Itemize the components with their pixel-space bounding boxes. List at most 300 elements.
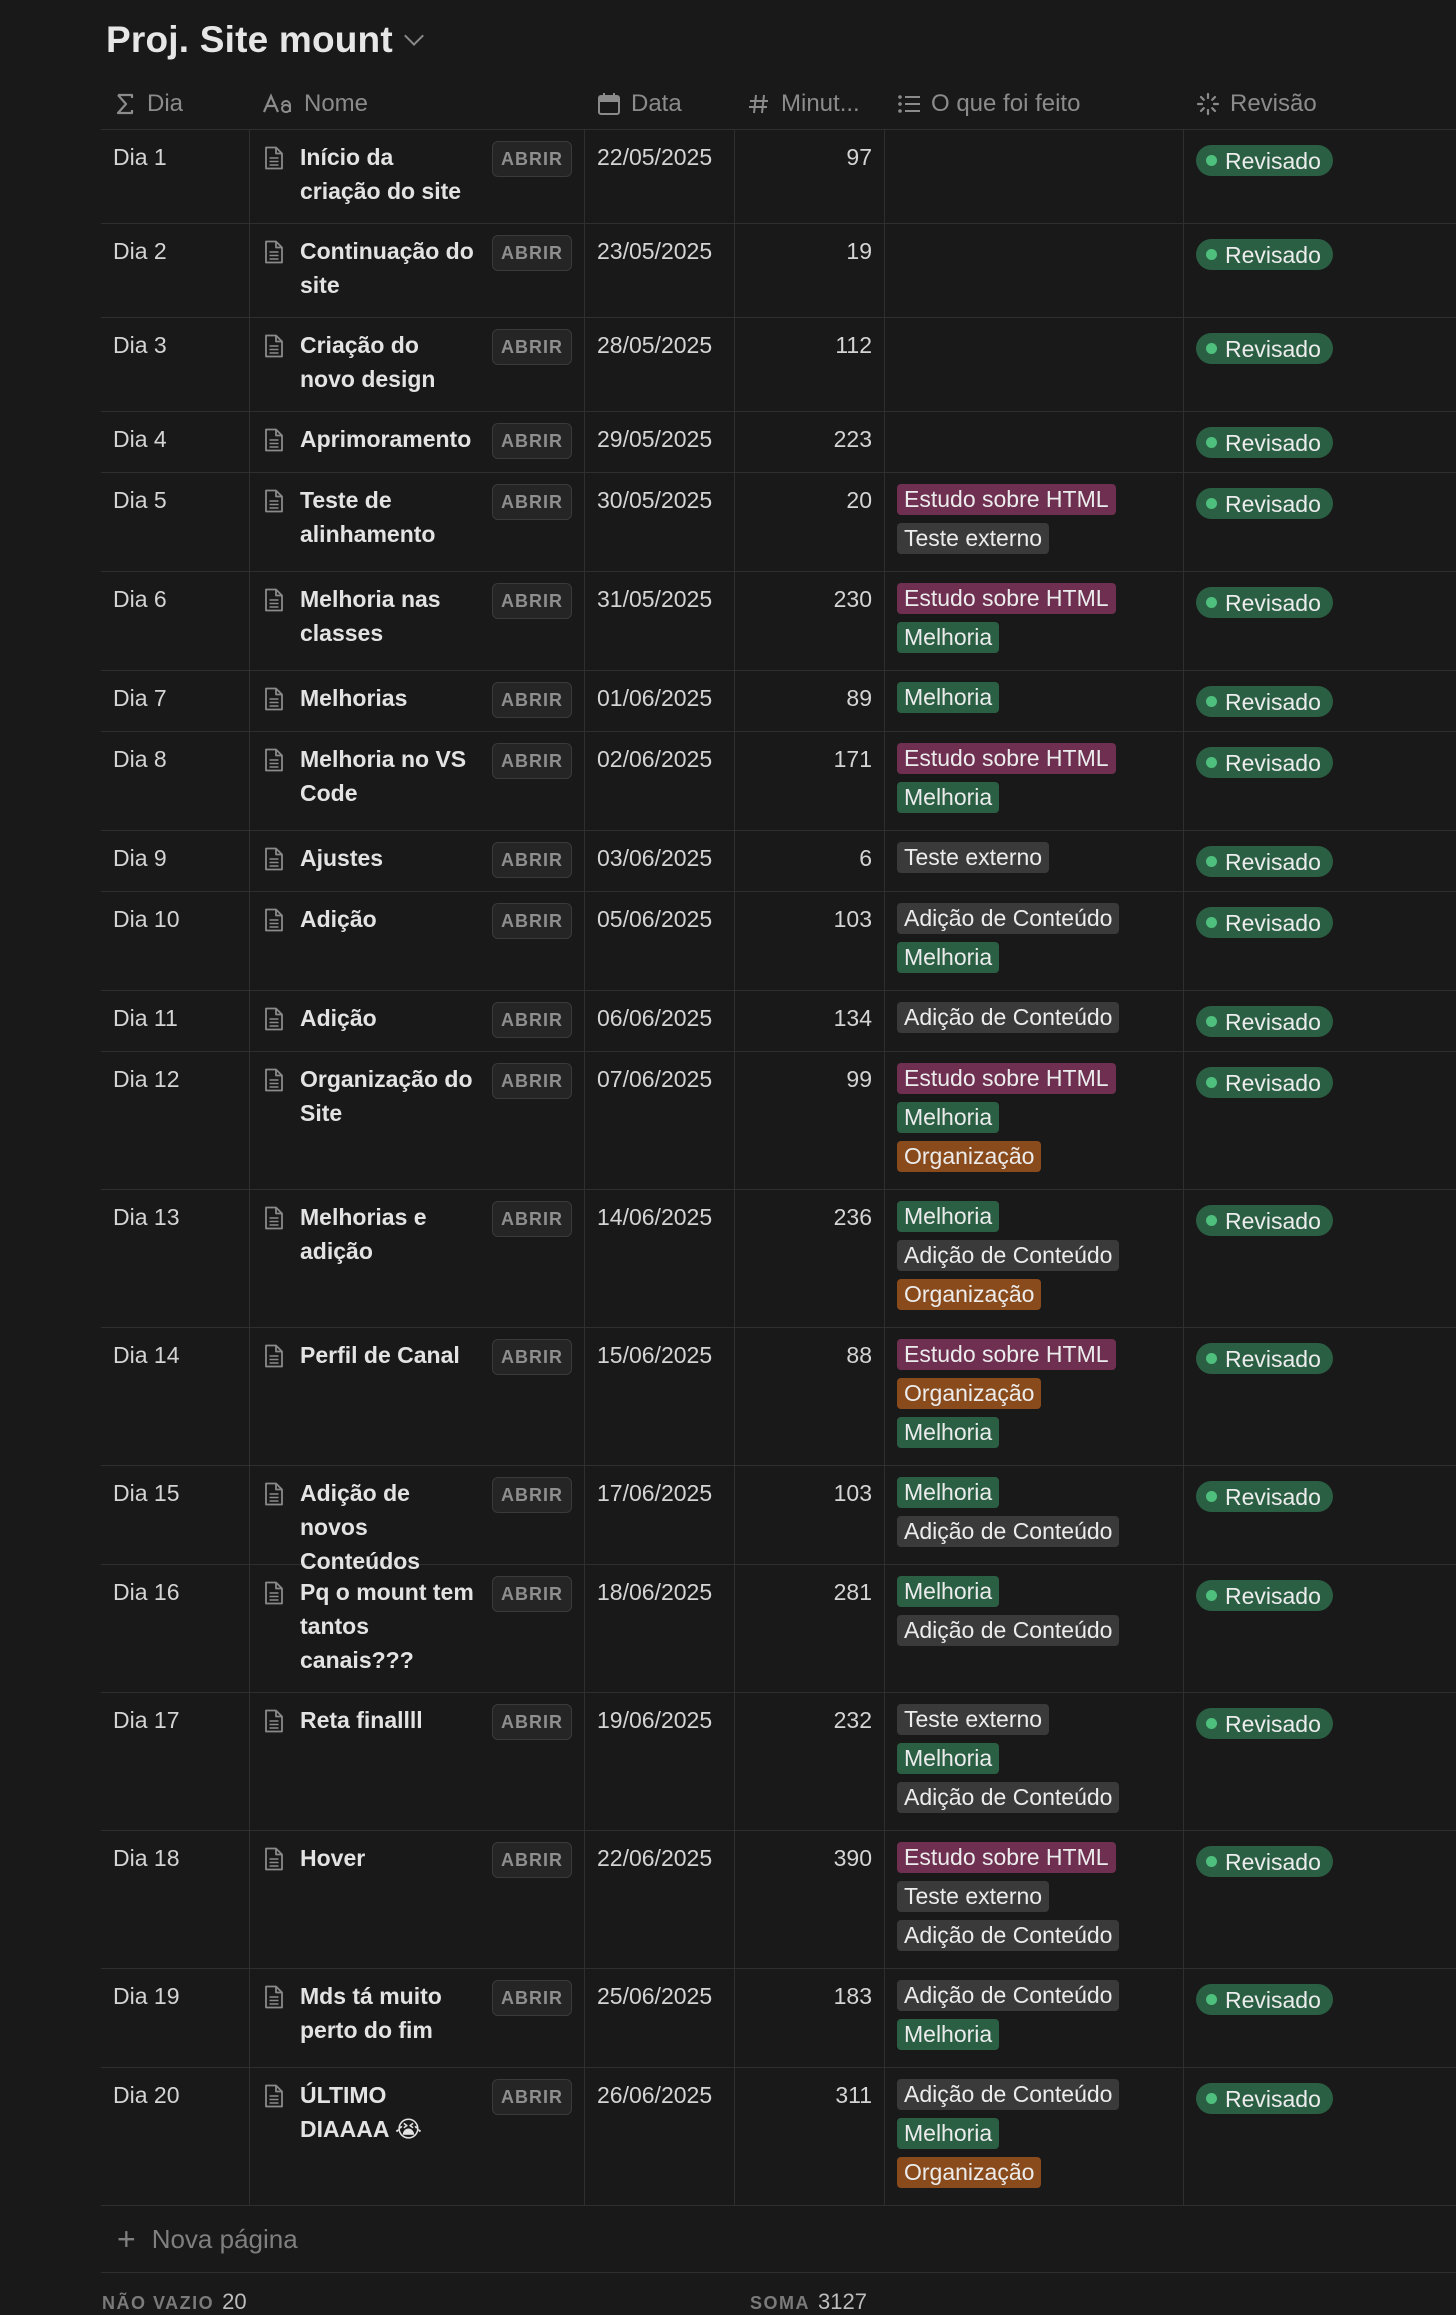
cell-revisao[interactable] (1184, 1969, 1456, 2067)
page-name[interactable]: Melhorias (300, 685, 408, 711)
document-icon (264, 1067, 284, 1091)
status-dot-icon (1206, 856, 1217, 867)
document-icon (264, 1006, 284, 1030)
table-row[interactable] (101, 991, 1456, 1052)
status-label: Revisado (1225, 1207, 1321, 1234)
cell-data[interactable]: 22/06/2025 (585, 1831, 735, 1968)
cell-dia[interactable]: Dia 3 (101, 318, 250, 411)
column-header-feito[interactable] (885, 78, 1184, 129)
table-row[interactable] (101, 1969, 1456, 2068)
cell-feito[interactable] (885, 473, 1184, 571)
cell-feito[interactable] (885, 1466, 1184, 1564)
cell-feito[interactable] (885, 1969, 1184, 2067)
cell-data[interactable]: 02/06/2025 (585, 732, 735, 830)
page-name[interactable]: Adição (300, 906, 377, 932)
list-icon (897, 92, 921, 116)
status-dot-icon (1206, 437, 1217, 448)
open-button[interactable]: ABRIR (492, 903, 572, 939)
page-name[interactable]: Adição de novos Conteúdos (300, 1480, 421, 1574)
cell-revisao[interactable] (1184, 732, 1456, 830)
sigma-icon (113, 92, 137, 116)
cell-feito[interactable] (885, 572, 1184, 670)
table-row[interactable] (101, 473, 1456, 572)
table-row[interactable] (101, 1052, 1456, 1190)
status-label: Revisado (1225, 749, 1321, 776)
cell-minutos[interactable]: 97 (735, 130, 885, 223)
column-header-data[interactable] (585, 78, 735, 129)
cell-minutos[interactable]: 390 (735, 1831, 885, 1968)
cell-nome[interactable] (250, 130, 585, 223)
cell-dia[interactable]: Dia 13 (101, 1190, 250, 1327)
cell-data[interactable]: 29/05/2025 (585, 412, 735, 472)
cell-nome[interactable] (250, 1328, 585, 1465)
cell-revisao[interactable] (1184, 831, 1456, 891)
cell-nome[interactable] (250, 831, 585, 891)
status-label: Revisado (1225, 1345, 1321, 1372)
status-label: Revisado (1225, 241, 1321, 268)
cell-minutos[interactable]: 281 (735, 1565, 885, 1692)
tag-chip: Adição de Conteúdo (897, 1002, 1119, 1033)
cell-dia[interactable]: Dia 12 (101, 1052, 250, 1189)
cell-minutos[interactable]: 103 (735, 1466, 885, 1564)
table-row[interactable] (101, 1565, 1456, 1693)
cell-feito[interactable] (885, 2068, 1184, 2205)
cell-data[interactable]: 06/06/2025 (585, 991, 735, 1051)
cell-minutos[interactable]: 183 (735, 1969, 885, 2067)
table-row[interactable] (101, 1466, 1456, 1574)
cell-feito[interactable] (885, 1052, 1184, 1189)
open-button[interactable]: ABRIR (492, 1704, 572, 1740)
open-button[interactable]: ABRIR (492, 1980, 572, 2016)
page-name[interactable]: Reta finallll (300, 1707, 423, 1733)
document-icon (264, 907, 284, 931)
cell-nome[interactable] (250, 224, 585, 317)
cell-revisao[interactable] (1184, 2068, 1456, 2205)
number-icon (747, 92, 771, 116)
status-label: Revisado (1225, 589, 1321, 616)
document-icon (264, 333, 284, 357)
footer-sum[interactable] (750, 2289, 867, 2315)
cell-nome[interactable] (250, 572, 585, 670)
table-row[interactable] (101, 1328, 1456, 1466)
status-dot-icon (1206, 1856, 1217, 1867)
page-name[interactable]: Aprimoramento (300, 426, 472, 452)
open-button[interactable]: ABRIR (492, 1477, 572, 1513)
page-name[interactable]: Melhorias e adição (300, 1204, 427, 1264)
status-badge[interactable] (1196, 1343, 1333, 1374)
cell-dia[interactable]: Dia 1 (101, 130, 250, 223)
cell-dia[interactable]: Dia 4 (101, 412, 250, 472)
status-dot-icon (1206, 1016, 1217, 1027)
open-button[interactable]: ABRIR (492, 682, 572, 718)
cell-dia[interactable]: Dia 16 (101, 1565, 250, 1692)
cell-nome[interactable] (250, 732, 585, 830)
cell-feito[interactable] (885, 831, 1184, 891)
document-icon (264, 427, 284, 451)
column-header-label: Minut... (781, 89, 860, 117)
tag-chip: Estudo sobre HTML (897, 484, 1116, 515)
cell-nome[interactable] (250, 1969, 585, 2067)
table-body (101, 130, 1456, 2206)
tag-chip: Melhoria (897, 622, 999, 653)
cell-revisao[interactable] (1184, 1328, 1456, 1465)
cell-nome[interactable] (250, 473, 585, 571)
table-row[interactable] (101, 1693, 1456, 1831)
open-button[interactable]: ABRIR (492, 141, 572, 177)
cell-revisao[interactable] (1184, 1190, 1456, 1327)
cell-minutos[interactable]: 89 (735, 671, 885, 731)
page-name[interactable]: Ajustes (300, 845, 384, 871)
status-dot-icon (1206, 917, 1217, 928)
tag-chip: Melhoria (897, 2118, 999, 2149)
status-label: Revisado (1225, 335, 1321, 362)
status-dot-icon (1206, 1718, 1217, 1729)
tag-chip: Estudo sobre HTML (897, 1063, 1116, 1094)
status-badge[interactable] (1196, 1580, 1333, 1611)
status-label: Revisado (1225, 688, 1321, 715)
cell-nome[interactable] (250, 1190, 585, 1327)
cell-data[interactable]: 31/05/2025 (585, 572, 735, 670)
cell-dia[interactable]: Dia 11 (101, 991, 250, 1051)
cell-minutos[interactable]: 171 (735, 732, 885, 830)
cell-revisao[interactable] (1184, 318, 1456, 411)
page-name[interactable]: Teste de alinhamento (300, 487, 436, 547)
status-badge[interactable] (1196, 239, 1333, 270)
status-label: Revisado (1225, 490, 1321, 517)
cell-nome[interactable] (250, 1831, 585, 1968)
document-icon (264, 1846, 284, 1870)
open-button[interactable]: ABRIR (492, 1063, 572, 1099)
table-row[interactable] (101, 318, 1456, 412)
document-icon (264, 587, 284, 611)
page-name[interactable]: Mds tá muito perto do fim (300, 1983, 442, 2043)
status-badge[interactable] (1196, 1067, 1333, 1098)
cell-data[interactable]: 07/06/2025 (585, 1052, 735, 1189)
cell-minutos[interactable]: 112 (735, 318, 885, 411)
cell-feito[interactable] (885, 130, 1184, 223)
page-name[interactable]: Hover (300, 1845, 366, 1871)
page-name[interactable]: Criação do novo design (300, 332, 436, 392)
status-badge[interactable] (1196, 846, 1333, 877)
status-badge[interactable] (1196, 747, 1333, 778)
document-icon (264, 1481, 284, 1505)
page-name[interactable]: Adição (300, 1005, 377, 1031)
status-badge[interactable] (1196, 686, 1333, 717)
table-row[interactable] (101, 671, 1456, 732)
document-icon (264, 1984, 284, 2008)
cell-data[interactable]: 14/06/2025 (585, 1190, 735, 1327)
cell-nome[interactable] (250, 318, 585, 411)
page-name[interactable]: Início da criação do site (300, 144, 462, 204)
cell-nome[interactable] (250, 1693, 585, 1830)
cell-data[interactable]: 01/06/2025 (585, 671, 735, 731)
status-badge[interactable] (1196, 1481, 1333, 1512)
cell-feito[interactable] (885, 1328, 1184, 1465)
document-icon (264, 686, 284, 710)
open-button[interactable]: ABRIR (492, 1842, 572, 1878)
status-badge[interactable] (1196, 145, 1333, 176)
footer-count-value: 20 (222, 2289, 247, 2314)
document-icon (264, 1343, 284, 1367)
cell-nome[interactable] (250, 1052, 585, 1189)
cell-dia[interactable]: Dia 5 (101, 473, 250, 571)
tag-chip: Adição de Conteúdo (897, 1920, 1119, 1951)
cell-minutos[interactable]: 6 (735, 831, 885, 891)
cell-dia[interactable]: Dia 15 (101, 1466, 250, 1564)
cell-minutos[interactable]: 19 (735, 224, 885, 317)
chevron-down-icon[interactable] (404, 26, 424, 46)
status-dot-icon (1206, 155, 1217, 166)
cell-minutos[interactable]: 99 (735, 1052, 885, 1189)
tag-chip: Teste externo (897, 1881, 1049, 1912)
cell-feito[interactable] (885, 1693, 1184, 1830)
status-dot-icon (1206, 1491, 1217, 1502)
table-row[interactable] (101, 572, 1456, 671)
page-name[interactable]: ÚLTIMO DIAAAA 😭 (300, 2082, 422, 2142)
cell-feito[interactable] (885, 412, 1184, 472)
tag-chip: Melhoria (897, 1743, 999, 1774)
open-button[interactable]: ABRIR (492, 329, 572, 365)
cell-dia[interactable]: Dia 2 (101, 224, 250, 317)
open-button[interactable]: ABRIR (492, 1002, 572, 1038)
status-badge[interactable] (1196, 1205, 1333, 1236)
cell-revisao[interactable] (1184, 1466, 1456, 1564)
cell-data[interactable]: 25/06/2025 (585, 1969, 735, 2067)
cell-data[interactable]: 30/05/2025 (585, 473, 735, 571)
open-button[interactable]: ABRIR (492, 743, 572, 779)
status-dot-icon (1206, 2093, 1217, 2104)
document-icon (264, 747, 284, 771)
table-row[interactable] (101, 224, 1456, 318)
tag-chip: Organização (897, 2157, 1041, 2188)
cell-nome[interactable] (250, 671, 585, 731)
tag-chip: Estudo sobre HTML (897, 1842, 1116, 1873)
cell-minutos[interactable]: 230 (735, 572, 885, 670)
table-row[interactable] (101, 1190, 1456, 1328)
cell-minutos[interactable]: 88 (735, 1328, 885, 1465)
cell-minutos[interactable]: 311 (735, 2068, 885, 2205)
status-label: Revisado (1225, 909, 1321, 936)
status-label: Revisado (1225, 1483, 1321, 1510)
open-button[interactable]: ABRIR (492, 235, 572, 271)
cell-nome[interactable] (250, 892, 585, 990)
new-page-button[interactable] (101, 2206, 1456, 2273)
cell-dia[interactable]: Dia 8 (101, 732, 250, 830)
tag-chip: Adição de Conteúdo (897, 1980, 1119, 2011)
column-header-nome[interactable] (250, 78, 585, 129)
cell-feito[interactable] (885, 991, 1184, 1051)
footer-count[interactable] (102, 2289, 247, 2315)
cell-revisao[interactable] (1184, 671, 1456, 731)
table-row[interactable] (101, 1831, 1456, 1969)
status-badge[interactable] (1196, 1006, 1333, 1037)
cell-feito[interactable] (885, 318, 1184, 411)
status-label: Revisado (1225, 1069, 1321, 1096)
table-row[interactable] (101, 2068, 1456, 2206)
cell-minutos[interactable]: 20 (735, 473, 885, 571)
status-label: Revisado (1225, 2085, 1321, 2112)
cell-revisao[interactable] (1184, 1565, 1456, 1692)
page-name[interactable]: Organização do Site (300, 1066, 473, 1126)
open-button[interactable]: ABRIR (492, 842, 572, 878)
cell-dia[interactable]: Dia 18 (101, 1831, 250, 1968)
cell-dia[interactable]: Dia 6 (101, 572, 250, 670)
table-row[interactable] (101, 732, 1456, 831)
cell-revisao[interactable] (1184, 1052, 1456, 1189)
column-header-label: Revisão (1230, 89, 1317, 117)
tag-chip: Organização (897, 1378, 1041, 1409)
cell-nome[interactable] (250, 991, 585, 1051)
calendar-icon (597, 92, 621, 116)
cell-data[interactable]: 17/06/2025 (585, 1466, 735, 1564)
tag-chip: Adição de Conteúdo (897, 1782, 1119, 1813)
document-icon (264, 2083, 284, 2107)
tag-chip: Melhoria (897, 782, 999, 813)
cell-dia[interactable]: Dia 7 (101, 671, 250, 731)
cell-minutos[interactable]: 134 (735, 991, 885, 1051)
cell-nome[interactable] (250, 412, 585, 472)
status-badge[interactable] (1196, 1708, 1333, 1739)
open-button[interactable]: ABRIR (492, 2079, 572, 2115)
column-header-label: Data (631, 89, 682, 117)
table-row[interactable] (101, 412, 1456, 473)
tag-chip: Adição de Conteúdo (897, 1516, 1119, 1547)
cell-data[interactable]: 26/06/2025 (585, 2068, 735, 2205)
cell-data[interactable]: 19/06/2025 (585, 1693, 735, 1830)
status-badge[interactable] (1196, 907, 1333, 938)
status-badge[interactable] (1196, 427, 1333, 458)
column-header-label: Dia (147, 89, 184, 117)
status-badge[interactable] (1196, 1846, 1333, 1877)
status-badge[interactable] (1196, 333, 1333, 364)
status-label: Revisado (1225, 1710, 1321, 1737)
cell-dia[interactable]: Dia 17 (101, 1693, 250, 1830)
status-label: Revisado (1225, 147, 1321, 174)
open-button[interactable]: ABRIR (492, 423, 572, 459)
page-name[interactable]: Melhoria no VS Code (300, 746, 467, 806)
status-label: Revisado (1225, 1582, 1321, 1609)
tag-chip: Adição de Conteúdo (897, 2079, 1119, 2110)
cell-minutos[interactable]: 103 (735, 892, 885, 990)
cell-data[interactable]: 18/06/2025 (585, 1565, 735, 1692)
cell-nome[interactable] (250, 2068, 585, 2205)
open-button[interactable]: ABRIR (492, 583, 572, 619)
tag-chip: Melhoria (897, 1102, 999, 1133)
table-row[interactable] (101, 130, 1456, 224)
page-title[interactable]: Proj. Site mount (106, 19, 393, 60)
cell-feito[interactable] (885, 671, 1184, 731)
cell-dia[interactable]: Dia 10 (101, 892, 250, 990)
table-row[interactable] (101, 831, 1456, 892)
cell-minutos[interactable]: 236 (735, 1190, 885, 1327)
page-name[interactable]: Melhoria nas classes (300, 586, 441, 646)
document-icon (264, 1205, 284, 1229)
cell-revisao[interactable] (1184, 991, 1456, 1051)
cell-revisao[interactable] (1184, 1831, 1456, 1968)
open-button[interactable]: ABRIR (492, 1339, 572, 1375)
open-button[interactable]: ABRIR (492, 484, 572, 520)
cell-revisao[interactable] (1184, 412, 1456, 472)
status-dot-icon (1206, 1590, 1217, 1601)
status-icon (1196, 92, 1220, 116)
cell-minutos[interactable]: 223 (735, 412, 885, 472)
open-button[interactable]: ABRIR (492, 1201, 572, 1237)
column-header-minutos[interactable] (735, 78, 885, 129)
status-dot-icon (1206, 757, 1217, 768)
page-name[interactable]: Pq o mount tem tantos canais??? (300, 1579, 474, 1673)
cell-feito[interactable] (885, 1190, 1184, 1327)
status-label: Revisado (1225, 848, 1321, 875)
status-badge[interactable] (1196, 587, 1333, 618)
tag-chip: Teste externo (897, 523, 1049, 554)
tag-chip: Melhoria (897, 682, 999, 713)
status-dot-icon (1206, 249, 1217, 260)
cell-data[interactable]: 05/06/2025 (585, 892, 735, 990)
cell-nome[interactable] (250, 1466, 585, 1574)
page-name[interactable]: Perfil de Canal (300, 1342, 460, 1368)
tag-chip: Estudo sobre HTML (897, 743, 1116, 774)
footer-sum-value: 3127 (818, 2289, 867, 2314)
new-page-label: Nova página (151, 2223, 298, 2254)
open-button[interactable]: ABRIR (492, 1576, 572, 1612)
title-row (106, 14, 421, 66)
plus-icon: + (117, 2221, 136, 2257)
cell-revisao[interactable] (1184, 1693, 1456, 1830)
cell-dia[interactable]: Dia 9 (101, 831, 250, 891)
status-badge[interactable] (1196, 1984, 1333, 2015)
status-label: Revisado (1225, 1008, 1321, 1035)
cell-data[interactable]: 03/06/2025 (585, 831, 735, 891)
cell-feito[interactable] (885, 1831, 1184, 1968)
cell-revisao[interactable] (1184, 572, 1456, 670)
cell-nome[interactable] (250, 1565, 585, 1692)
document-icon (264, 488, 284, 512)
cell-dia[interactable]: Dia 19 (101, 1969, 250, 2067)
cell-data[interactable]: 23/05/2025 (585, 224, 735, 317)
document-icon (264, 145, 284, 169)
tag-chip: Melhoria (897, 2019, 999, 2050)
cell-feito[interactable] (885, 732, 1184, 830)
tag-chip: Estudo sobre HTML (897, 1339, 1116, 1370)
cell-dia[interactable]: Dia 20 (101, 2068, 250, 2205)
cell-revisao[interactable] (1184, 130, 1456, 223)
column-header-dia[interactable] (101, 78, 250, 129)
tag-chip: Adição de Conteúdo (897, 1240, 1119, 1271)
cell-data[interactable]: 22/05/2025 (585, 130, 735, 223)
cell-revisao[interactable] (1184, 473, 1456, 571)
status-dot-icon (1206, 597, 1217, 608)
text-property-icon (262, 92, 294, 116)
cell-dia[interactable]: Dia 14 (101, 1328, 250, 1465)
document-icon (264, 846, 284, 870)
column-header-revisao[interactable] (1184, 78, 1456, 129)
cell-feito[interactable] (885, 1565, 1184, 1692)
status-dot-icon (1206, 1215, 1217, 1226)
cell-data[interactable]: 28/05/2025 (585, 318, 735, 411)
cell-feito[interactable] (885, 224, 1184, 317)
status-badge[interactable] (1196, 488, 1333, 519)
table-row[interactable] (101, 892, 1456, 991)
cell-feito[interactable] (885, 892, 1184, 990)
cell-data[interactable]: 15/06/2025 (585, 1328, 735, 1465)
database-table (101, 78, 1456, 2206)
page-name[interactable]: Continuação do site (300, 238, 474, 298)
cell-minutos[interactable]: 232 (735, 1693, 885, 1830)
cell-revisao[interactable] (1184, 892, 1456, 990)
cell-revisao[interactable] (1184, 224, 1456, 317)
status-badge[interactable] (1196, 2083, 1333, 2114)
document-icon (264, 239, 284, 263)
